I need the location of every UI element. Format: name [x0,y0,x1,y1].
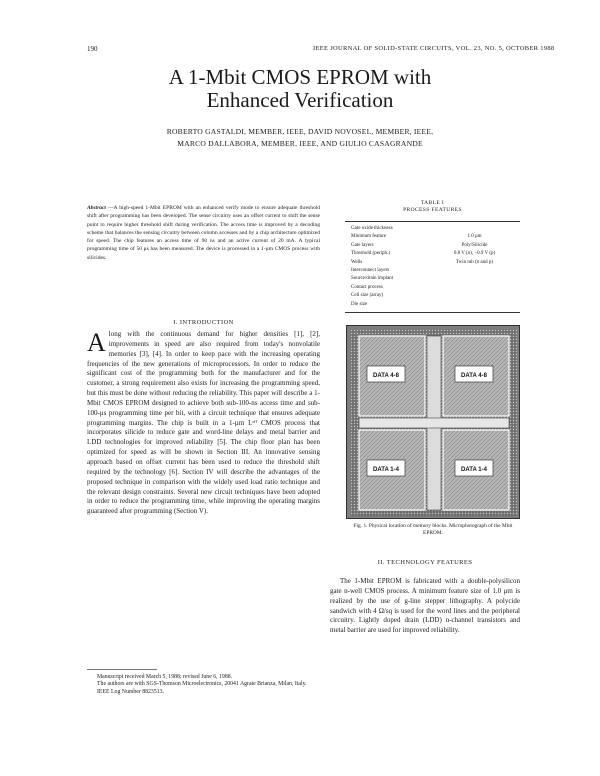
table-row [351,275,520,283]
title-line-1: A 1-Mbit CMOS EPROM with [168,65,432,89]
introduction-paragraph: long with the continuous demand for higher densities [1], [2], improvements in speed are also required from today's nonvolatile memories [3], [4]. In order to keep pace with the increasing operating frequencies of the new generations of microprocessors. In order to reduce the significant cost of the programming both for the manufacturer and for the customer, a strong requirement also exists for increasing the programming speed, but this must be done without reducing the reliability. This paper will describe a 1-Mbit CMOS EPROM designed to achieve both sub-100-ns access time and sub-100-μs programming time per bit, with a circuit technique that ensures adequate programming margins. The chip is built in a 1-µm Lᵉᶠᶠ CMOS process that incorporates silicide to reduce gate and word-line delays and metal barrier and LDD technologies for improved reliability [5]. The chip floor plan has been optimized for speed as will be shown in Section III. An innovative sensing approach based on offset current has been used to reduce the threshold shift required by the technology [6]. Section IV will describe the advantages of the proposed technique in comparison with the widely used load ratio technique and the relevant design constraints. Several new circuit techniques have been adopted in order to reduce the programming time, while improving the operating margins guaranteed after programming (Section V). [87,330,320,516]
table-row [351,301,520,309]
table-row-value: Twin tub (n and p) [455,259,494,265]
authors-line-2: MARCO DALLABORA, MEMBER, IEEE, AND GIULIO CASAGRANDE [177,139,423,148]
table-body [345,221,520,313]
authors-line-1: ROBERTO GASTALDI, MEMBER, IEEE, DAVID NOVOSEL, MEMBER, IEEE, [166,127,434,136]
fig-block-label: DATA 4-8 [373,373,399,379]
table-caption [345,200,520,214]
abstract-label: Abstract [87,205,106,211]
table-row-value [429,301,520,309]
paper-title [0,66,600,112]
table-row-value [429,292,520,300]
table-row [351,284,520,292]
table-row-label: Interconnect layers [351,268,390,274]
fig-block-label: DATA 1-4 [373,467,399,473]
table-row-value [429,267,520,275]
table-row-value [429,284,520,292]
footnote-received: Manuscript received March 5, 1988; revised June 6, 1988. [97,674,233,680]
technology-body [330,577,520,636]
chip-microphotograph [346,325,520,519]
table-row-value: Poly/Silicide [461,242,488,248]
fig-block-label: DATA 4-8 [461,373,487,379]
title-line-2: Enhanced Verification [206,88,394,112]
microphotograph-drawing [347,326,520,519]
table-row [351,242,520,250]
figure-caption: Fig. 1. Physical location of memory blocks. Microphotograph of the Mbit EPROM. [353,523,513,536]
footnote-ieee-log: IEEE Log Number 8823513. [97,688,164,695]
author-list [0,126,600,150]
process-features-table [345,200,520,313]
table-row [351,259,520,267]
footnotes [87,674,320,696]
table-row-value [429,225,520,233]
table-row [351,292,520,300]
footnote-affiliation: The authors are with SGS-Thomson Microelectronics, 20041 Agrate Brianza, Milan, Italy. [97,681,307,688]
table-row-label: Wells [351,259,363,265]
technology-paragraph: The 1-Mbit EPROM is fabricated with a double-polysilicon gate n-well CMOS process. A minimum feature size of 1.0 μm is realized by the use of g-line stepper lithography. A polycide sandwich with 4 Ω/sq is used for the word lines and the peripheral circuitry. Lightly doped drain (LDD) n-channel transistors and metal barrier are used for improved reliability. [330,577,520,635]
table-row-label: Gate oxide thickness [351,226,393,231]
table-row [351,250,520,258]
table-title: PROCESS FEATURES [403,207,462,213]
table-row-label: Source/drain implant [351,276,394,282]
table-row [351,267,520,275]
section-heading-introduction: I. INTRODUCTION [173,319,234,326]
table-row [351,233,520,241]
table-row-label: Minimum feature [351,234,387,240]
abstract [87,204,320,262]
fig-block-label: DATA 1-4 [461,467,487,473]
table-row-label: Gate layers [351,242,374,248]
table-row-label: Threshold (periph.) [351,251,390,257]
table-row [351,225,520,233]
page-number: 190 [87,45,98,53]
section-heading-technology: II. TECHNOLOGY FEATURES [377,559,473,566]
abstract-text: —A high-speed 1-Mbit EPROM with an enhanced verify mode to ensure adequate threshold shift after programming has been developed. The sense circuitry uses an offset current to shift the sense point to require higher threshold shift during verification. The access time is improved by a decoding scheme that balances the sensing circuitry between column accesses and by a chip architecture optimized for speed. The chip features an access time of 90 ns and an active current of 20 mA. A typical programming time of 50 μs has been measured. The device is processed in a 1-µm CMOS process with silicides. [87,205,320,261]
running-head: IEEE JOURNAL OF SOLID-STATE CIRCUITS, VOL. 23, NO. 5, OCTOBER 1988 [313,45,555,52]
table-number: TABLE I [420,200,445,206]
table-row-label: Die size [351,301,368,307]
table-row-label: Contact process [351,284,383,290]
introduction-body [87,330,320,517]
footnote-rule [87,669,157,670]
table-row-value [429,275,520,283]
drop-cap: A [87,328,106,357]
table-row-value: 1.0 μm [467,234,482,240]
table-row-label: Cell size (array) [351,293,384,299]
table-row-value: 0.8 V (n), −0.9 V (p) [453,251,496,257]
